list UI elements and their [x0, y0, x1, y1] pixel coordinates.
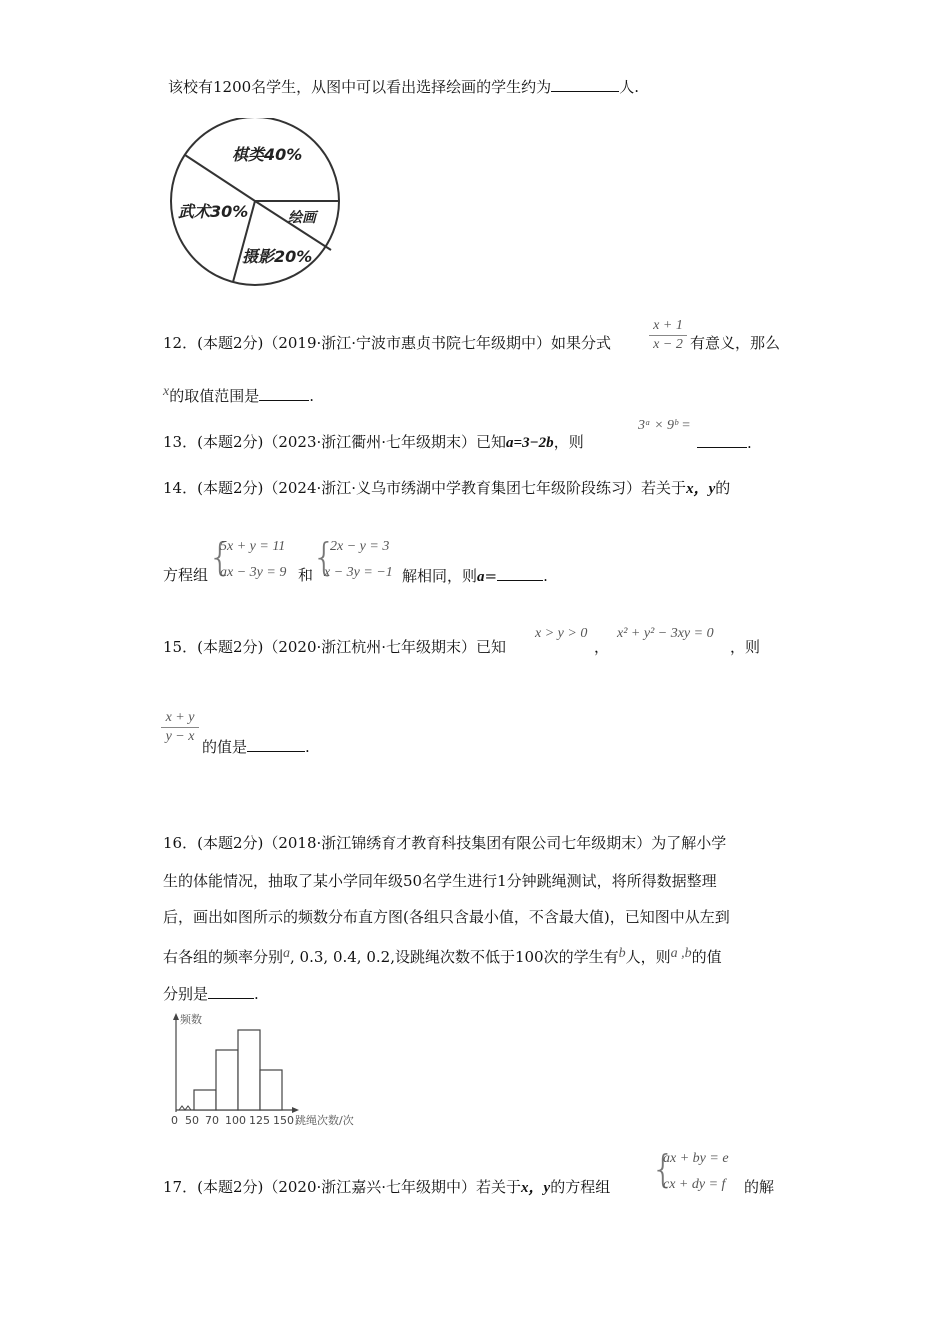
- q12-fraction: [649, 318, 687, 353]
- q14-line1-end: 的: [715, 479, 731, 497]
- pie-label-chess: 棋类40%: [232, 145, 303, 164]
- q15-condition-1: x > y > 0: [535, 626, 588, 641]
- q14-sys2-eq1: 2x − y = 3: [330, 539, 390, 554]
- q16-line4-d: 的值: [691, 948, 722, 966]
- pie-label-painting: 绘画: [288, 210, 316, 226]
- hist-tick-100: 100: [225, 1114, 246, 1127]
- q15-prefix: 15．(本题2分)（2020·浙江杭州·七年级期末）已知: [163, 638, 507, 656]
- q13-end: .: [747, 434, 752, 452]
- q16-line4-a: 右各组的频率分别: [163, 948, 284, 966]
- q14-post-line: [402, 565, 548, 587]
- q16-line3: 后，画出如图所示的频数分布直方图(各组只含最小值，不含最大值)，已知图中从左到: [163, 908, 730, 926]
- q13-line: [163, 432, 584, 453]
- q14-var-a: a: [477, 569, 485, 585]
- q15-answer-blank: [247, 736, 305, 752]
- frequency-histogram: [158, 1012, 368, 1134]
- q14-system-1: [220, 534, 286, 586]
- q14-line1: [163, 478, 730, 499]
- hist-y-arrow: [173, 1013, 179, 1020]
- intro-text: 该校有1200名学生，从图中可以看出选择绘画的学生约为: [168, 78, 552, 96]
- hist-tick-70: 70: [205, 1114, 219, 1127]
- q12-var-x: x: [163, 384, 170, 399]
- hist-bar-125-150: [260, 1070, 282, 1110]
- q17-line: [163, 1177, 610, 1198]
- q16-line2: 生的体能情况，抽取了某小学同年级50名学生进行1分钟跳绳测试，将所得数据整理: [163, 872, 717, 890]
- hist-tick-0: 0: [171, 1114, 178, 1127]
- q15-denominator: y − x: [165, 729, 195, 744]
- q14-sys2-eq2: x − 3y = −1: [324, 565, 393, 580]
- q16-var-b: b: [618, 946, 626, 961]
- q17-system: [663, 1146, 729, 1198]
- q15-end: .: [305, 738, 310, 756]
- q16-vars-ab: a ,b: [670, 946, 692, 961]
- q14-post: 解相同，则: [402, 567, 478, 585]
- q14-sys1-eq2: ax − 3y = 9: [220, 565, 287, 580]
- q17-brace: {: [651, 1147, 676, 1191]
- q17-vars: x，y: [521, 1180, 551, 1196]
- q15-comma: ，: [594, 638, 610, 656]
- q12-suffix: 有意义，那么: [690, 334, 781, 352]
- q14-eq: =: [484, 567, 498, 585]
- q14-end: .: [543, 567, 548, 585]
- q15-value-line: [202, 736, 310, 757]
- q16-answer-blank: [208, 983, 254, 999]
- q13-answer: [697, 432, 752, 453]
- q12-prefix: 12．(本题2分)（2019·浙江·宁波市惠贞书院七年级期中）如果分式: [163, 334, 612, 352]
- q17-mid: 的方程组: [550, 1178, 611, 1196]
- q16-line4-c: 人，则: [625, 948, 671, 966]
- q15-fraction: [161, 710, 199, 745]
- q17-sys-eq2: cx + dy = f: [663, 1177, 726, 1192]
- q16-line5: [163, 983, 259, 1004]
- q13-prefix: 13．(本题2分)（2023·浙江衢州·七年级期末）已知: [163, 433, 507, 451]
- q16-line4-b: , 0.3, 0.4, 0.2,设跳绳次数不低于100次的学生有: [290, 948, 619, 966]
- q12-line1: [163, 333, 611, 353]
- hist-x-arrow: [292, 1107, 299, 1113]
- q14-brace-2: {: [312, 535, 337, 579]
- q16-line5-end: .: [254, 985, 259, 1003]
- q17-prefix: 17．(本题2分)（2020·浙江嘉兴·七年级期中）若关于: [163, 1178, 522, 1196]
- hist-tick-50: 50: [185, 1114, 199, 1127]
- q12-range-text: 的取值范围是: [169, 387, 260, 405]
- q14-pre: 方程组: [163, 566, 209, 584]
- q14-line1-text: 14．(本题2分)（2024·浙江·义乌市绣湖中学教育集团七年级阶段练习）若关于: [163, 479, 687, 497]
- q12-answer-blank: [259, 385, 309, 401]
- q16-line5-text: 分别是: [163, 985, 209, 1003]
- q16-line4: [163, 944, 722, 967]
- q12-suffix-line: [690, 333, 780, 353]
- q15-value-text: 的值是: [202, 738, 248, 756]
- q14-vars: x，y: [686, 481, 716, 497]
- q15-condition-2: x² + y² − 3xy = 0: [617, 626, 714, 641]
- hist-bar-50-70: [194, 1090, 216, 1110]
- q13-mid: ，则: [553, 433, 584, 451]
- q14-system-2: [324, 534, 393, 586]
- hist-bar-70-100: [216, 1050, 238, 1110]
- intro-line: [168, 76, 639, 97]
- q14-brace-1: {: [208, 535, 233, 579]
- q13-answer-blank: [697, 432, 747, 448]
- q13-condition: a=3−2b: [506, 435, 554, 451]
- pie-chart: [168, 118, 348, 296]
- q15-numerator: x + y: [165, 710, 195, 725]
- pie-label-wushu: 武术30%: [178, 202, 249, 221]
- q13-expression: 3ᵃ × 9ᵇ =: [638, 418, 691, 433]
- q17-end: 的解: [744, 1178, 775, 1196]
- q17-sys-eq1: ax + by = e: [663, 1151, 729, 1166]
- hist-ylabel: 频数: [180, 1013, 202, 1026]
- q12-end: .: [309, 387, 315, 405]
- q15-then: ，则: [730, 638, 761, 656]
- answer-blank: [551, 76, 619, 92]
- q14-answer-blank: [497, 565, 543, 581]
- q16-var-a: a: [283, 946, 291, 961]
- q12-numerator: x + 1: [653, 318, 683, 333]
- q15-line1: [163, 637, 506, 657]
- q14-sys1-eq1: 5x + y = 11: [220, 539, 286, 554]
- q12-denominator: x − 2: [653, 337, 683, 352]
- q16-line1: 16．(本题2分)（2018·浙江锦绣育才教育科技集团有限公司七年级期末）为了解小学: [163, 834, 727, 852]
- q12-line2: [163, 382, 314, 406]
- hist-xlabel: 跳绳次数/次: [295, 1114, 354, 1127]
- hist-tick-125: 125: [249, 1114, 270, 1127]
- pie-label-photography: 摄影20%: [242, 247, 313, 266]
- q14-and: 和: [298, 566, 314, 584]
- intro-suffix: 人.: [619, 78, 639, 96]
- hist-bar-100-125: [238, 1030, 260, 1110]
- hist-tick-150: 150: [273, 1114, 294, 1127]
